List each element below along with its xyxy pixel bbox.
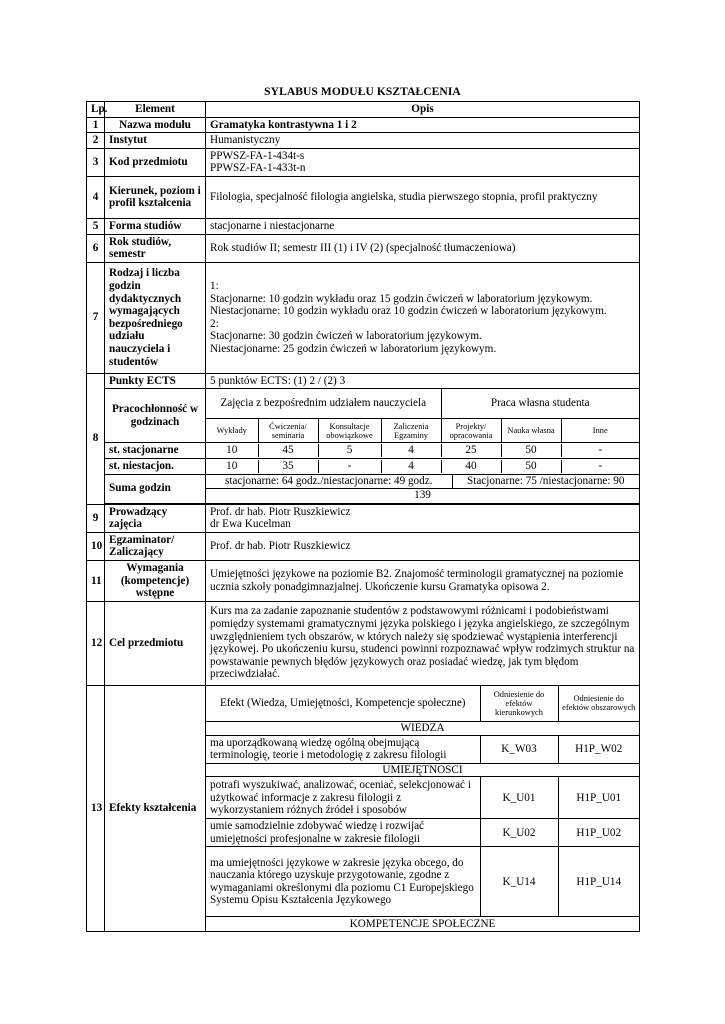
table-row: [87, 117, 640, 133]
table-row: [87, 474, 640, 503]
effect-k-code: K_W03: [480, 735, 558, 763]
hours-cell: 10: [206, 460, 258, 473]
module-name: Gramatyka kontrastywna 1 i 2: [206, 117, 640, 133]
hours-cell: 40: [441, 460, 501, 473]
table-row: [87, 458, 640, 474]
sum-hours: [206, 474, 640, 503]
hours-cell: 50: [501, 460, 561, 473]
workload-label: Pracochłonność w godzinach: [105, 389, 206, 443]
row-label: Prowadzący zajęcia: [105, 504, 206, 532]
stac-label: st. stacjonarne: [105, 443, 206, 459]
row-number: 4: [87, 176, 105, 218]
effect-text: ma uporządkowaną wiedzę ogólną obejmującą terminologię, teorie i metodologię z zakresu filologii: [206, 735, 480, 763]
effect-h-code: H1P_W02: [558, 735, 639, 763]
col-header: Inne: [561, 418, 639, 442]
col-header: Nauka własna: [501, 418, 561, 442]
workload-header: [206, 389, 640, 443]
table-row: [87, 685, 640, 931]
header-element: Element: [105, 102, 206, 118]
row-label: Egzaminator/ Zaliczający: [105, 532, 206, 560]
table-row: [87, 389, 640, 443]
self-study-header: Praca własna studenta: [441, 389, 639, 418]
table-row: [87, 560, 640, 601]
sum-contact: stacjonarne: 64 godz./niestacjonarne: 49 godz.: [206, 475, 452, 489]
hours-cell: 25: [441, 444, 501, 457]
ects-value: 5 punktów ECTS: (1) 2 / (2) 3: [206, 373, 640, 389]
hours-cell: -: [561, 460, 639, 473]
row-label: Kierunek, poziom i profil kształcenia: [105, 176, 206, 218]
institute-value: Humanistyczny: [206, 133, 640, 149]
field-of-study: Filologia, specjalność filologia angielska, studia pierwszego stopnia, profil praktyczny: [206, 176, 640, 218]
directional-header: Odniesienie do efektów kierunkowych: [480, 686, 558, 722]
row-number: 13: [87, 685, 105, 931]
table-row: [87, 176, 640, 218]
hours-cell: -: [561, 444, 639, 457]
row-number: 6: [87, 234, 105, 262]
section-wiedza: WIEDZA: [206, 722, 639, 736]
row-label: Wymagania (kompetencje) wstępne: [105, 560, 206, 601]
table-row: [87, 504, 640, 532]
teaching-hours: [206, 262, 640, 373]
col-header: Projekty/ opracowania: [441, 418, 501, 442]
effect-text: umie samodzielnie zdobywać wiedzę i rozwijać umiejętności profesjonalne w zakresie filologii: [206, 819, 480, 847]
hours-cell: -: [318, 460, 381, 473]
hours-cell: 45: [258, 444, 318, 457]
table-row: [87, 373, 640, 389]
hours-cell: 5: [318, 444, 381, 457]
row-label: Rok studiów, semestr: [105, 234, 206, 262]
effect-k-code: K_U02: [480, 819, 558, 847]
lecturer: dr Ewa Kucelman: [210, 518, 291, 531]
row-label: Nazwa modułu: [105, 117, 206, 133]
effect-k-code: K_U14: [480, 847, 558, 917]
niestac-hours: [206, 458, 640, 474]
row-label: Cel przedmiotu: [105, 601, 206, 685]
row-number: 11: [87, 560, 105, 601]
effect-h-code: H1P_U02: [558, 819, 639, 847]
hours-cell: 4: [381, 444, 441, 457]
col-header: Wykłady: [206, 418, 258, 442]
stac-hours: [206, 443, 640, 459]
row-number: 12: [87, 601, 105, 685]
row-label: Instytut: [105, 133, 206, 149]
examiner: Prof. dr hab. Piotr Ruszkiewicz: [206, 532, 640, 560]
hours-line: Stacjonarne: 10 godzin wykładu oraz 15 godzin ćwiczeń w laboratorium językowym.: [210, 292, 593, 305]
niestac-label: st. niestacjon.: [105, 458, 206, 474]
contact-header: Zajęcia z bezpośrednim udziałem nauczyciela: [206, 389, 441, 418]
col-header: Ćwiczenia/ seminaria: [258, 418, 318, 442]
table-row: [87, 601, 640, 685]
area-header: Odniesienie do efektów obszarowych: [558, 686, 639, 722]
sum-total: 139: [206, 489, 639, 503]
row-number: 2: [87, 133, 105, 149]
table-row: [87, 218, 640, 234]
effect-h-code: H1P_U01: [558, 777, 639, 819]
table-row: [87, 443, 640, 459]
hours-line: 1:: [210, 279, 219, 292]
effect-h-code: H1P_U14: [558, 847, 639, 917]
row-number: 10: [87, 532, 105, 560]
course-code-1: PPWSZ-FA-1-434t-s: [210, 149, 305, 162]
row-number: 8: [87, 373, 105, 504]
hours-cell: 50: [501, 444, 561, 457]
ects-label: Punkty ECTS: [105, 373, 206, 389]
row-number: 7: [87, 262, 105, 373]
hours-line: 2:: [210, 317, 219, 330]
syllabus-table: [86, 101, 640, 932]
row-label: Rodzaj i liczba godzin dydaktycznych wymagających bezpośredniego udziału nauczyciela i studentów: [105, 262, 206, 373]
effect-text: ma umiejętności językowe w zakresie języka obcego, do nauczania którego uzyskuje przygotowanie, zgodne z wymaganiami określonymi dla poziomu C1 Europejskiego Systemu Opisu Kształcenia Językowego: [206, 847, 480, 917]
hours-cell: 35: [258, 460, 318, 473]
hours-line: Niestacjonarne: 25 godzin ćwiczeń w laboratorium językowym.: [210, 342, 497, 355]
row-label: Efekty kształcenia: [105, 685, 206, 931]
study-form: stacjonarne i niestacjonarne: [206, 218, 640, 234]
row-label: Forma studiów: [105, 218, 206, 234]
prerequisites: Umiejętności językowe na poziomie B2. Znajomość terminologii gramatycznej na poziomie ucznia szkoły ponadgimnazjalnej. Ukończenie kursu Gramatyka opisowa 2.: [206, 560, 640, 601]
col-header: Konsultacje obowiązkowe: [318, 418, 381, 442]
course-code-2: PPWSZ-FA-1-433t-n: [210, 162, 306, 175]
table-row: [87, 133, 640, 149]
course-objective: Kurs ma za zadanie zapoznanie studentów z podstawowymi różnicami i podobieństwami pomiędzy systemami gramatycznymi języka polskiego i języka angielskiego, ze szczególnym uwzględnieniem tych obszarów, w których należy się spodziewać wystąpienia interferencji językowej. Po ukończeniu kursu, studenci powinni rozpoznawać wpływ rodzimych struktur na powstawanie pewnych błędów językowych oraz posiadać wiedzę, jak tym błędom przeciwdziałać.: [206, 601, 640, 685]
table-row: [87, 148, 640, 176]
table-header-row: [87, 102, 640, 118]
lecturer: Prof. dr hab. Piotr Ruszkiewicz: [210, 505, 351, 518]
table-row: [87, 234, 640, 262]
hours-line: Stacjonarne: 30 godzin ćwiczeń w laboratorium językowym.: [210, 330, 482, 343]
effect-header: Efekt (Wiedza, Umiejętności, Kompetencje społeczne): [206, 686, 480, 722]
row-number: 9: [87, 504, 105, 532]
learning-outcomes: [206, 685, 640, 931]
effect-k-code: K_U01: [480, 777, 558, 819]
sum-label: Suma godzin: [105, 474, 206, 503]
table-row: [87, 262, 640, 373]
col-header: Zaliczenia Egzaminy: [381, 418, 441, 442]
section-kompetencje: KOMPETENCJE SPOŁECZNE: [206, 917, 639, 931]
row-number: 1: [87, 117, 105, 133]
table-row: [87, 532, 640, 560]
header-opis: Opis: [206, 102, 640, 118]
hours-line: Niestacjonarne: 10 godzin wykładu oraz 10 godzin ćwiczeń w laboratorium językowym.: [210, 305, 607, 318]
row-number: 3: [87, 148, 105, 176]
hours-cell: 4: [381, 460, 441, 473]
section-umiejetnosci: UMIEJĘTNOŚCI: [206, 763, 639, 777]
row-number: 5: [87, 218, 105, 234]
course-code: [206, 148, 640, 176]
sum-self: Stacjonarne: 75 /niestacjonarne: 90: [452, 475, 639, 489]
header-lp: Lp.: [87, 102, 105, 118]
page-title: SYLABUS MODUŁU KSZTAŁCENIA: [264, 86, 461, 98]
lecturers: [206, 504, 640, 532]
row-label: Kod przedmiotu: [105, 148, 206, 176]
hours-cell: 10: [206, 444, 258, 457]
effect-text: potrafi wyszukiwać, analizować, oceniać, selekcjonować i użytkować informacje z zakresu filologii z wykorzystaniem różnych źródeł i sposobów: [206, 777, 480, 819]
year-semester: Rok studiów II; semestr III (1) i IV (2) (specjalność tłumaczeniowa): [206, 234, 640, 262]
